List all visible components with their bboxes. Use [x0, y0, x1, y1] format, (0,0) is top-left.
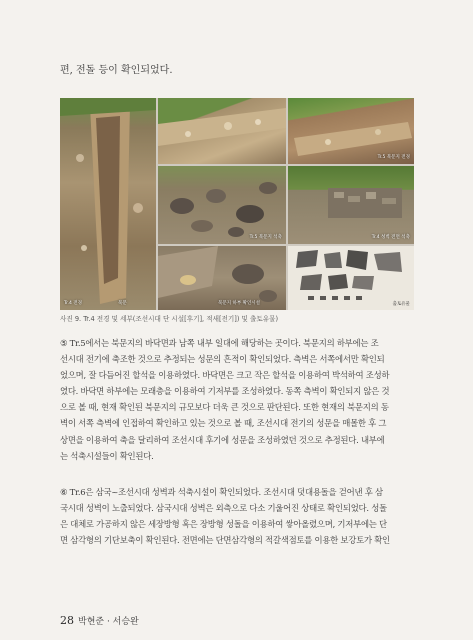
- site-photo-collage: [60, 98, 414, 310]
- paragraph-3-line: 였다. 바닥면 하부에는 모래층을 이용하여 기저부를 조성하였다. 동쪽 측벽이 확인되지 않은 것: [60, 386, 390, 397]
- photo-trench-overview: [60, 98, 156, 310]
- paragraph-3-line: 는 석축시설들이 확인된다.: [60, 450, 154, 461]
- paragraph-3-line: 상면을 이용하여 축을 달리하여 조선시대 후기에 성문을 조성하였던 것으로 추정된다. 내부에: [60, 434, 385, 445]
- paragraph-3-line: ⑤ Tr.5에서는 북문지의 바닥면과 남쪽 내부 일대에 해당하는 곳이다. 북문지의 하부에는 조: [60, 338, 379, 348]
- paragraph-3-line: 벽이 서쪽 측벽에 인접하여 확인하고 있는 것으로 볼 때, 조선시대 전기의 성문을 매몰한 후 그: [60, 418, 387, 429]
- paragraph-3-line: 었으며, 잘 다듬어진 할석을 이용하였다. 바닥면은 크고 작은 할석을 이용하여 박석하여 조성하: [60, 370, 390, 381]
- paragraph-6-line: 국시대 성벽이 노출되었다. 삼국시대 성벽은 외측으로 다소 기울어진 상태로 확인되었다. 성돌: [60, 503, 387, 514]
- photo-label-3: Tr.5 북문지 전경: [377, 155, 410, 160]
- photo-label-4: Tr.5 북문지 석축: [249, 235, 282, 240]
- paragraph-6: [60, 484, 414, 548]
- photo-label-6: 북문지 하부 확인시설: [218, 301, 260, 306]
- continued-text-line: 편, 전돌 등이 확인되었다.: [60, 65, 173, 76]
- photo-label-2: 북문: [118, 301, 127, 306]
- paragraph-6-line: 은 대체로 가공하지 않은 세장방형 혹은 장방형 성돌을 이용하여 쌓아올렸으며, 기저부에는 단: [60, 519, 387, 530]
- paragraph-3-line: 선시대 전기에 축조한 것으로 추정되는 성문의 흔적이 확인되었다. 측벽은 서쪽에서만 확인되: [60, 354, 385, 365]
- photo-label-1: Tr.4 전경: [64, 301, 82, 306]
- page-number: 28: [60, 614, 74, 627]
- paragraph-3: [60, 335, 414, 464]
- paragraph-3-line: 으로 볼 때, 현재 확인된 북문지의 규모보다 더욱 큰 것으로 판단된다. 또한 현재의 북문지의 동: [60, 402, 389, 413]
- footer-authors: 박현준 · 서승완: [78, 617, 139, 627]
- photo-roof-tile-artifacts: [288, 246, 414, 310]
- figure-caption: 사진 9. Tr.4 전경 및 세부(조선시대 단 시설[후기], 적새[전기]) 및 출토유물): [60, 315, 279, 323]
- photo-label-7: 출토유물: [392, 302, 410, 307]
- paragraph-6-line: 면 삼각형의 기단보축이 확인된다. 전면에는 단면삼각형의 적갈색점토를 이용한 보강토가 확인: [60, 535, 390, 546]
- photo-wall-section-right: [288, 98, 414, 164]
- photo-wall-front: [288, 166, 414, 244]
- photo-label-5: Tr.4 성벽 전면 석축: [371, 235, 410, 240]
- photo-stone-rubble: [158, 166, 286, 244]
- page-footer: [60, 614, 139, 627]
- photo-north-wall-top: [158, 98, 286, 164]
- photo-excavation-detail: [158, 246, 286, 310]
- paragraph-6-line: ⑥ Tr.6은 삼국~조선시대 성벽과 석축시설이 확인되었다. 조선시대 덧대용돌을 걷어낸 후 삼: [60, 487, 383, 497]
